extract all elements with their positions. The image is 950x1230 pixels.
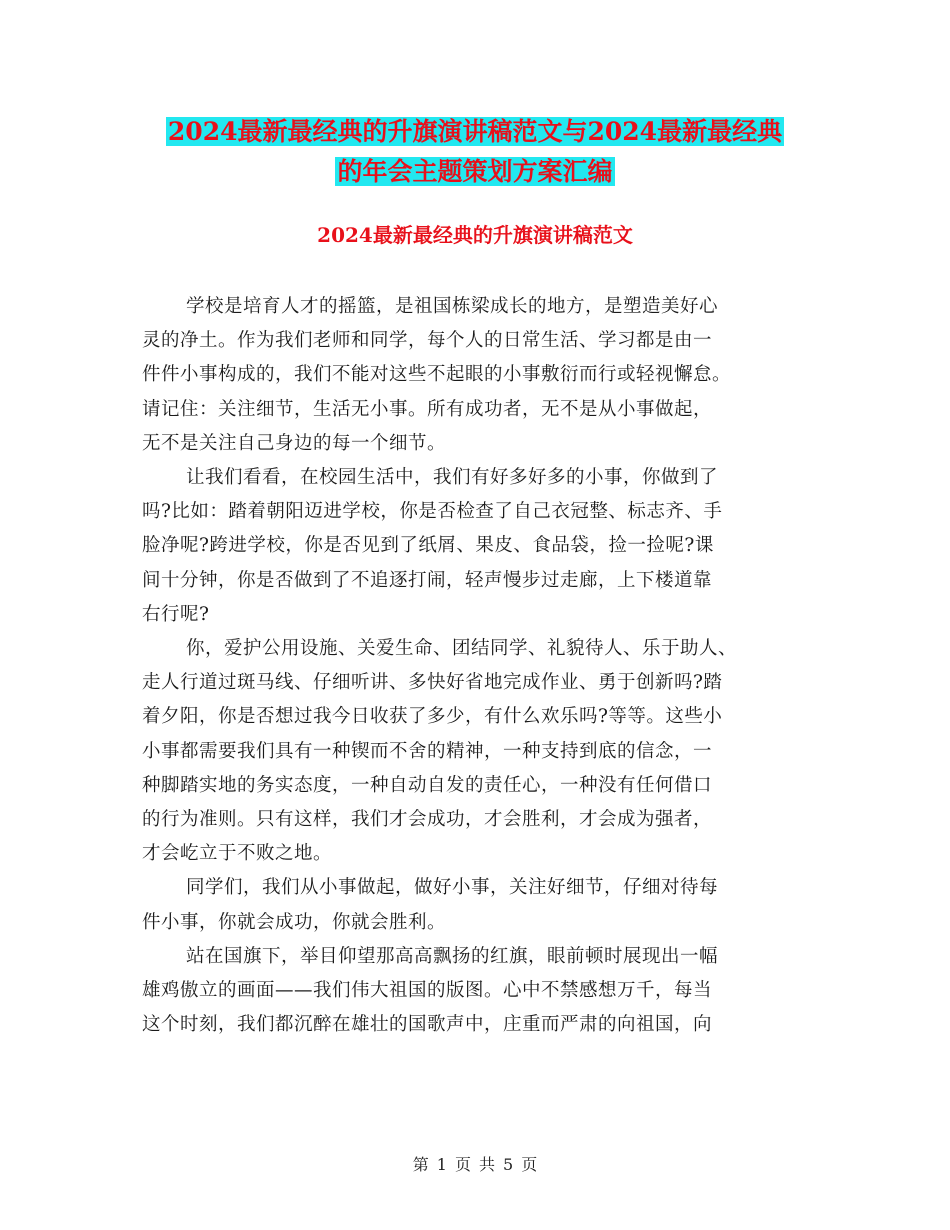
paragraph (142, 632, 808, 871)
paragraph-line: 这个时刻，我们都沉醉在雄壮的国歌声中，庄重而严肃的向祖国，向 (142, 1014, 713, 1036)
paragraph-line: 灵的净土。作为我们老师和同学，每个人的日常生活、学习都是由一 (142, 330, 713, 352)
paragraph-line: 无不是关注自己身边的每一个细节。 (142, 432, 447, 454)
paragraph-line: 站在国旗下，举目仰望那高高飘扬的红旗，眼前顿时展现出一幅 (186, 945, 719, 967)
paragraph (142, 940, 808, 1043)
paragraph-line: 让我们看看，在校园生活中，我们有好多好多的小事，你做到了 (186, 467, 719, 489)
document-title-line-2: 的年会主题策划方案汇编 (337, 157, 613, 186)
footer-current-page: 1 (436, 1155, 447, 1174)
paragraph (142, 290, 808, 461)
paragraph-line: 雄鸡傲立的画面——我们伟大祖国的版图。心中不禁感想万千，每当 (142, 980, 713, 1002)
document-title-line-1: 2024最新最经典的升旗演讲稿范文与2024最新最经典 (167, 117, 783, 146)
page-footer (0, 1152, 950, 1175)
footer-total-pages: 5 (503, 1155, 514, 1174)
body-text (142, 290, 808, 1042)
paragraph-line: 件小事，你就会成功，你就会胜利。 (142, 911, 447, 933)
paragraph-line: 着夕阳，你是否想过我今日收获了多少，有什么欢乐吗?等等。这些小 (142, 706, 723, 728)
paragraph-line: 吗?比如：踏着朝阳迈进学校，你是否检查了自己衣冠整、标志齐、手 (142, 501, 723, 523)
section-title: 2024最新最经典的升旗演讲稿范文 (317, 223, 633, 247)
paragraph-line: 种脚踏实地的务实态度，一种自动自发的责任心，一种没有任何借口 (142, 774, 713, 796)
paragraph-line: 件件小事构成的，我们不能对这些不起眼的小事敷衍而行或轻视懈怠。 (142, 364, 732, 386)
footer-page-prefix: 第 (412, 1155, 429, 1174)
footer-total-prefix: 共 (479, 1155, 496, 1174)
paragraph-line: 请记住：关注细节，生活无小事。所有成功者，无不是从小事做起， (142, 398, 713, 420)
paragraph (142, 461, 808, 632)
paragraph-line: 的行为准则。只有这样，我们才会成功，才会胜利，才会成为强者， (142, 809, 713, 831)
paragraph-line: 同学们，我们从小事做起，做好小事，关注好细节，仔细对待每 (186, 877, 719, 899)
paragraph-line: 你，爱护公用设施、关爱生命、团结同学、礼貌待人、乐于助人、 (186, 638, 738, 660)
paragraph-line: 才会屹立于不败之地。 (142, 843, 333, 865)
paragraph-line: 小事都需要我们具有一种锲而不舍的精神，一种支持到底的信念，一 (142, 740, 713, 762)
footer-page-suffix: 页 (521, 1155, 538, 1174)
paragraph-line: 脸净呢?跨进学校，你是否见到了纸屑、果皮、食品袋，捡一捡呢?课 (142, 535, 714, 557)
paragraph-line: 右行呢? (142, 603, 210, 625)
paragraph-line: 间十分钟，你是否做到了不追逐打闹，轻声慢步过走廊，上下楼道靠 (142, 569, 713, 591)
document-title (140, 112, 810, 192)
paragraph-line: 学校是培育人才的摇篮，是祖国栋梁成长的地方，是塑造美好心 (186, 296, 719, 317)
paragraph-line: 走人行道过斑马线、仔细听讲、多快好省地完成作业、勇于创新吗?踏 (142, 672, 723, 694)
footer-page-mid: 页 (454, 1155, 471, 1174)
paragraph (142, 871, 808, 939)
